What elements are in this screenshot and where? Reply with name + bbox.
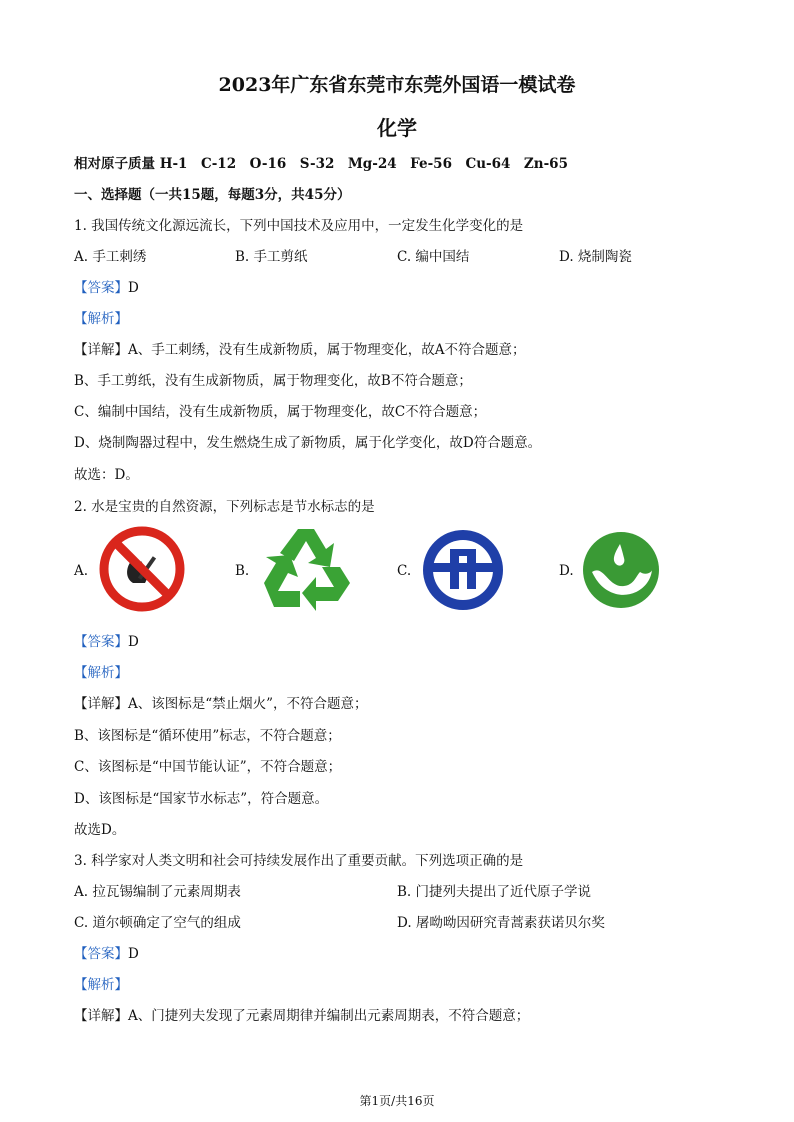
q3-stem: 3. 科学家对人类文明和社会可持续发展作出了重要贡献。下列选项正确的是 xyxy=(74,853,524,869)
q1-answer xyxy=(74,276,139,296)
energy-saving-sign-icon xyxy=(420,527,506,613)
detail-tag: 【详解】 xyxy=(74,342,128,358)
q3-detail-0 xyxy=(74,1004,529,1024)
q2-option-c-label: C. xyxy=(397,563,412,579)
detail-text: A、该图标是“禁止烟火”，不符合题意； xyxy=(128,696,368,712)
q1-detail-1: B、手工剪纸，没有生成新物质，属于物理变化，故B不符合题意； xyxy=(74,373,472,389)
q1-stem: 1. 我国传统文化源远流长，下列中国技术及应用中，一定发生化学变化的是 xyxy=(74,218,524,234)
q2-option-b-label: B. xyxy=(235,563,250,579)
q2-detail-2: C、该图标是“中国节能认证”，不符合题意； xyxy=(74,759,342,775)
q3-option-a: A. 拉瓦锡编制了元素周期表 xyxy=(74,884,241,900)
answer-tag: 【答案】 xyxy=(74,634,128,650)
detail-text: A、手工刺绣，没有生成新物质，属于物理变化，故A不符合题意； xyxy=(128,342,526,358)
section-heading: 一、选择题（一共15题，每题3分，共45分） xyxy=(74,187,351,203)
answer-tag: 【答案】 xyxy=(74,946,128,962)
detail-tag: 【详解】 xyxy=(74,1008,128,1024)
q1-detail-4: 故选：D。 xyxy=(74,467,139,483)
q2-option-a-label: A. xyxy=(74,563,89,579)
answer-tag: 【答案】 xyxy=(74,280,128,296)
q2-detail-1: B、该图标是“循环使用”标志，不符合题意； xyxy=(74,728,341,744)
exam-title: 2023年广东省东莞市东莞外国语一模试卷 xyxy=(218,74,576,96)
detail-text: A、门捷列夫发现了元素周期律并编制出元素周期表，不符合题意； xyxy=(128,1008,530,1024)
subject-title: 化学 xyxy=(377,116,417,140)
q1-option-a: A. 手工刺绣 xyxy=(74,249,147,265)
q3-option-b: B. 门捷列夫提出了近代原子学说 xyxy=(397,884,592,900)
q1-analysis-tag: 【解析】 xyxy=(74,311,128,327)
q1-detail-2: C、编制中国结，没有生成新物质，属于物理变化，故C不符合题意； xyxy=(74,404,487,420)
q1-option-b: B. 手工剪纸 xyxy=(235,249,308,265)
q2-option-d-label: D. xyxy=(559,563,574,579)
page-number: 第1页/共16页 xyxy=(359,1094,435,1108)
detail-tag: 【详解】 xyxy=(74,696,128,712)
q1-detail-0 xyxy=(74,338,526,358)
q1-option-c: C. 编中国结 xyxy=(397,249,470,265)
q2-analysis-tag: 【解析】 xyxy=(74,665,128,681)
q2-detail-4: 故选D。 xyxy=(74,822,126,838)
answer-value: D xyxy=(128,280,139,296)
q3-analysis-tag: 【解析】 xyxy=(74,977,128,993)
water-saving-sign-icon xyxy=(580,530,662,610)
no-fire-sign-icon xyxy=(97,525,187,613)
q1-option-d: D. 烧制陶瓷 xyxy=(559,249,632,265)
q3-answer xyxy=(74,942,139,962)
q3-option-c: C. 道尔顿确定了空气的组成 xyxy=(74,915,241,931)
q2-answer xyxy=(74,630,139,650)
q2-detail-3: D、该图标是“国家节水标志”，符合题意。 xyxy=(74,791,329,807)
answer-value: D xyxy=(128,634,139,650)
q2-stem: 2. 水是宝贵的自然资源，下列标志是节水标志的是 xyxy=(74,499,375,515)
atomic-masses: 相对原子质量 H-1 C-12 O-16 S-32 Mg-24 Fe-56 Cu-64 Zn-65 xyxy=(74,156,568,172)
q3-option-d: D. 屠呦呦因研究青蒿素获诺贝尔奖 xyxy=(397,915,605,931)
answer-value: D xyxy=(128,946,139,962)
q1-detail-3: D、烧制陶器过程中，发生燃烧生成了新物质，属于化学变化，故D符合题意。 xyxy=(74,435,542,451)
recycle-sign-icon xyxy=(258,523,354,615)
q2-detail-0 xyxy=(74,692,368,712)
